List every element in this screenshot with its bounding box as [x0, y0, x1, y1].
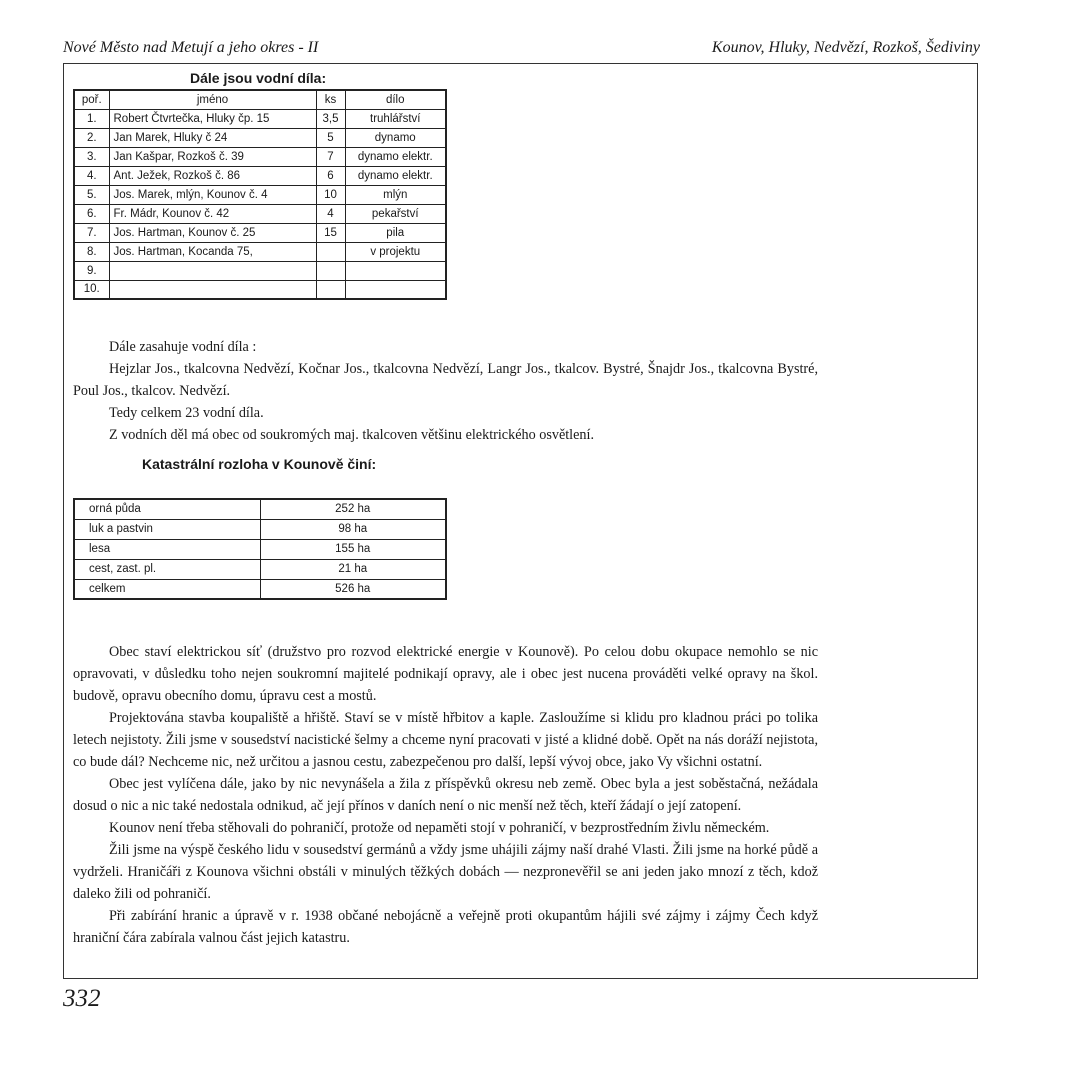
table-row: [74, 109, 446, 128]
table-row: [74, 519, 446, 539]
column-header: dílo: [345, 90, 446, 109]
table-cell: cest, zast. pl.: [74, 559, 260, 579]
text-block-1: [73, 336, 818, 446]
table-row: [74, 166, 446, 185]
table-cell: 10: [316, 185, 345, 204]
table-row: [74, 280, 446, 299]
paragraph: Při zabírání hranic a úpravě v r. 1938 občané nebojácně a veřejně proti okupantům hájili své zájmy i zájmy Čech když hraniční čára zabírala valnou část jejich katastru.: [73, 908, 818, 946]
table-cell: 6.: [74, 204, 109, 223]
running-header-right: Kounov, Hluky, Nedvězí, Rozkoš, Šediviny: [711, 39, 980, 56]
table-cell: 8.: [74, 242, 109, 261]
table-cell: [345, 261, 446, 280]
paragraph: Tedy celkem 23 vodní díla.: [109, 405, 264, 421]
table-cell: 10.: [74, 280, 109, 299]
table-cell: [316, 242, 345, 261]
table-row: [74, 147, 446, 166]
table-cell: 6: [316, 166, 345, 185]
table-cell: 7: [316, 147, 345, 166]
table-cell: [109, 261, 316, 280]
table-cell: [316, 280, 345, 299]
table-cell: [109, 280, 316, 299]
table-cell: 3.: [74, 147, 109, 166]
paragraph: Kounov není třeba stěhovali do pohraničí, protože od nepaměti stojí v pohraničí, v bezprostředním živlu německém.: [109, 820, 770, 836]
table-cell: Ant. Ježek, Rozkoš č. 86: [109, 166, 316, 185]
table-cell: truhlářství: [345, 109, 446, 128]
table-cell: Robert Čtvrtečka, Hluky čp. 15: [109, 109, 316, 128]
table-cell: 98 ha: [260, 519, 446, 539]
table-row: [74, 579, 446, 599]
table-cell: pila: [345, 223, 446, 242]
column-header: ks: [316, 90, 345, 109]
running-header-left: Nové Město nad Metují a jeho okres - II: [63, 39, 319, 56]
table-cell: orná půda: [74, 499, 260, 519]
table-cell: 4.: [74, 166, 109, 185]
table-cell: Jos. Marek, mlýn, Kounov č. 4: [109, 185, 316, 204]
table-cell: 15: [316, 223, 345, 242]
table-cell: dynamo: [345, 128, 446, 147]
paragraph: Projektována stavba koupaliště a hřiště. Staví se v místě hřbitov a kaple. Zasloužíme si klidu pro kladnou práci po tolika letech nejistoty. Žili jsme v sousedství nacistické šelmy a chceme nyní pracovati v jisté a klidné době. Opět na nás doráží nejistota, co bude dál? Nechceme nic, než určitou a jasnou cestu, zabezpečenou pro další, lepší vývoj obce, jako Vy všichni ostatní.: [73, 710, 818, 770]
paragraph: Obec staví elektrickou síť (družstvo pro rozvod elektrické energie v Kounově). Po celou dobu okupace nemohlo se nic opravovati, v důsledku toho nejen soukromní majitelé podnikají opravy, ale i obec jest nucena prováděti velké opravy na škol. budově, opravu obecního domu, úpravu cest a mostů.: [73, 644, 818, 704]
page-number: 332: [63, 985, 101, 1012]
paragraph: Dále zasahuje vodní díla :: [109, 339, 257, 355]
table-cell: 1.: [74, 109, 109, 128]
table-cell: 3,5: [316, 109, 345, 128]
table-cell: 9.: [74, 261, 109, 280]
table-row: [74, 559, 446, 579]
table-cell: pekařství: [345, 204, 446, 223]
table-cell: Jan Kašpar, Rozkoš č. 39: [109, 147, 316, 166]
table-cell: 5: [316, 128, 345, 147]
water-works-table: [73, 89, 447, 300]
table-cell: Jan Marek, Hluky č 24: [109, 128, 316, 147]
table-cell: 252 ha: [260, 499, 446, 519]
table-cell: 7.: [74, 223, 109, 242]
table-cell: Jos. Hartman, Kounov č. 25: [109, 223, 316, 242]
table-row: [74, 204, 446, 223]
table-cell: 2.: [74, 128, 109, 147]
table-row: [74, 499, 446, 519]
table-cell: Fr. Mádr, Kounov č. 42: [109, 204, 316, 223]
table-row: [74, 223, 446, 242]
table-cell: celkem: [74, 579, 260, 599]
table-cell: 21 ha: [260, 559, 446, 579]
table-cell: 526 ha: [260, 579, 446, 599]
column-header: poř.: [74, 90, 109, 109]
table-cell: lesa: [74, 539, 260, 559]
table-cell: luk a pastvin: [74, 519, 260, 539]
table-row: [74, 128, 446, 147]
table-cell: 4: [316, 204, 345, 223]
cadastral-area-title: Katastrální rozloha v Kounově činí:: [142, 456, 377, 472]
paragraph: Obec jest vylíčena dále, jako by nic nevynášela a žila z příspěvků okresu neb země. Obec byla a jest soběstačná, nežádala dosud o nic a nic také nedostala odnikud, ač její přínos v daních není o nic menší než těch, kteří žádají o její zatopení.: [73, 776, 818, 814]
water-works-title: Dále jsou vodní díla:: [190, 70, 327, 86]
table-cell: mlýn: [345, 185, 446, 204]
table-row: [74, 242, 446, 261]
table-row: [74, 539, 446, 559]
table-cell: 5.: [74, 185, 109, 204]
paragraph: Z vodních děl má obec od soukromých maj. tkalcoven většinu elektrického osvětlení.: [109, 427, 595, 443]
table-cell: 155 ha: [260, 539, 446, 559]
table-cell: [345, 280, 446, 299]
cadastral-area-table: [73, 498, 447, 600]
table-row: [74, 185, 446, 204]
column-header: jméno: [109, 90, 316, 109]
table-header-row: [74, 90, 446, 109]
table-row: [74, 261, 446, 280]
table-cell: v projektu: [345, 242, 446, 261]
paragraph: Hejzlar Jos., tkalcovna Nedvězí, Kočnar Jos., tkalcovna Nedvězí, Langr Jos., tkalcov. Bystré, Šnajdr Jos., tkalcovna Bystré, Poul Jos., tkalcov. Nedvězí.: [73, 361, 818, 399]
text-block-2: [73, 641, 818, 949]
table-cell: dynamo elektr.: [345, 166, 446, 185]
paragraph: Žili jsme na výspě českého lidu v sousedství germánů a vždy jsme uhájili zájmy naší drahé Vlasti. Žili jsme na horké půdě a vydrželi. Hraničáři z Kounova všichni obstáli v minulých těžkých dobách — nezpronevěřil se ani jeden jako mnozí z těch, kdož daleko žili od pohraničí.: [73, 842, 818, 902]
table-cell: [316, 261, 345, 280]
table-cell: Jos. Hartman, Kocanda 75,: [109, 242, 316, 261]
table-cell: dynamo elektr.: [345, 147, 446, 166]
